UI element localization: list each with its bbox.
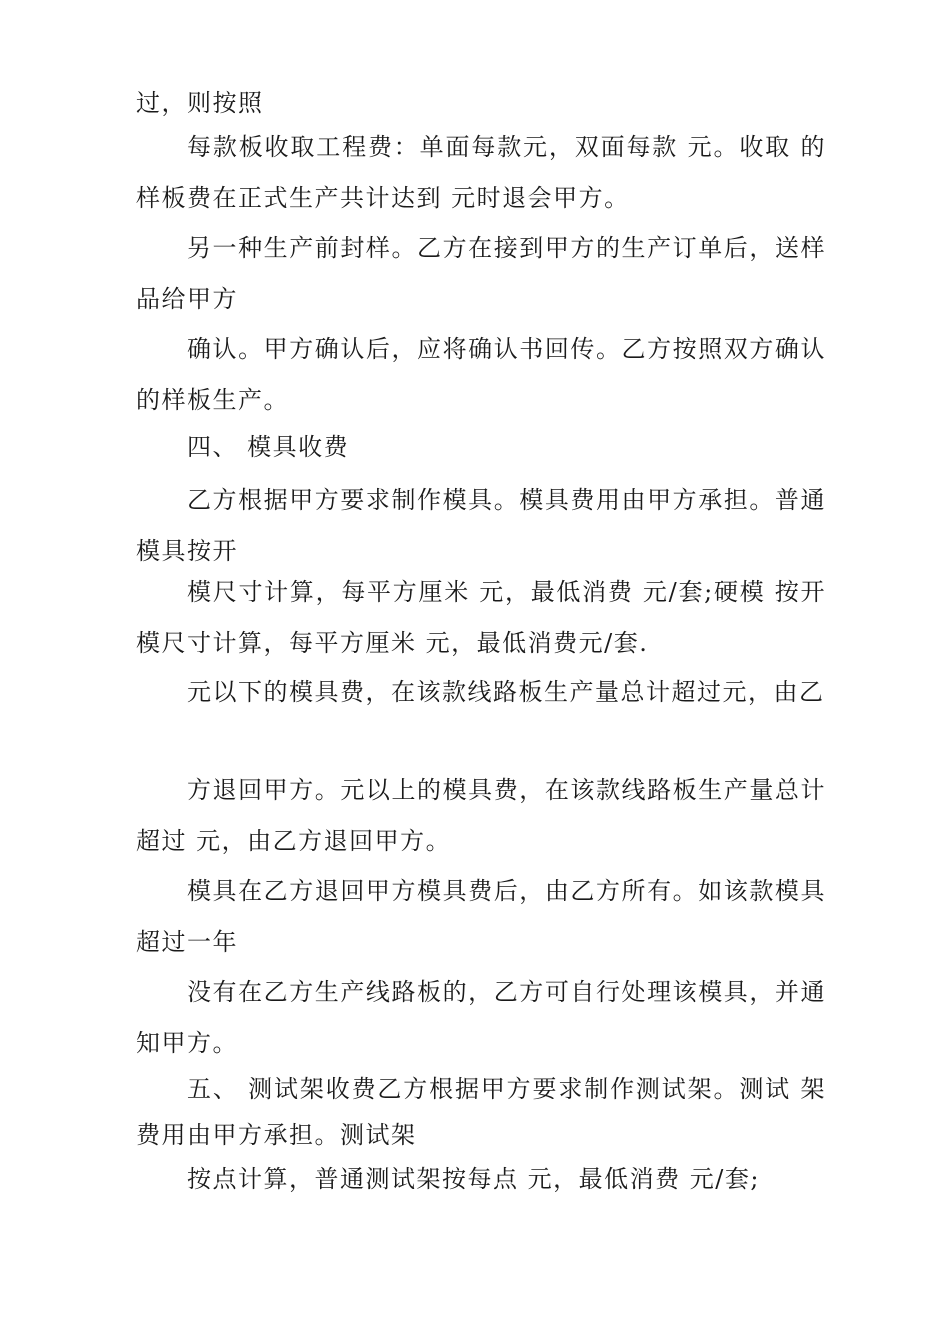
- paragraph-mold-ownership: 模具在乙方退回甲方模具费后，由乙方所有。如该款模具超过一年: [136, 877, 826, 956]
- section-heading-mold-fee: 四、 模具收费: [187, 433, 350, 461]
- paragraph-mold-refund-under: 元以下的模具费，在该款线路板生产量总计超过元，由乙: [187, 678, 825, 706]
- paragraph-confirmation: 确认。甲方确认后，应将确认书回传。乙方按照双方确认的样板生产。: [136, 335, 826, 414]
- paragraph-mold-production: 乙方根据甲方要求制作模具。模具费用由甲方承担。普通模具按开: [136, 486, 826, 565]
- paragraph-pre-production-sample: 另一种生产前封样。乙方在接到甲方的生产订单后，送样品给甲方: [136, 234, 826, 313]
- paragraph-mold-refund-over: 方退回甲方。元以上的模具费，在该款线路板生产量总计超过 元，由乙方退回甲方。: [136, 776, 826, 855]
- paragraph-continuation: 过，则按照: [136, 89, 264, 117]
- section-heading-test-fixture-fee: 五、 测试架收费乙方根据甲方要求制作测试架。测试 架费用由甲方承担。测试架: [136, 1075, 826, 1149]
- paragraph-test-fixture-pricing: 按点计算，普通测试架按每点 元，最低消费 元/套;: [187, 1165, 760, 1193]
- paragraph-mold-size-pricing: 模尺寸计算，每平方厘米 元，最低消费 元/套;硬模 按开模尺寸计算，每平方厘米 元，最低消费元/套.: [136, 578, 826, 657]
- paragraph-engineering-fee: 每款板收取工程费：单面每款元，双面每款 元。收取 的样板费在正式生产共计达到 元时退会甲方。: [136, 133, 826, 212]
- paragraph-mold-disposal: 没有在乙方生产线路板的，乙方可自行处理该模具，并通知甲方。: [136, 978, 826, 1057]
